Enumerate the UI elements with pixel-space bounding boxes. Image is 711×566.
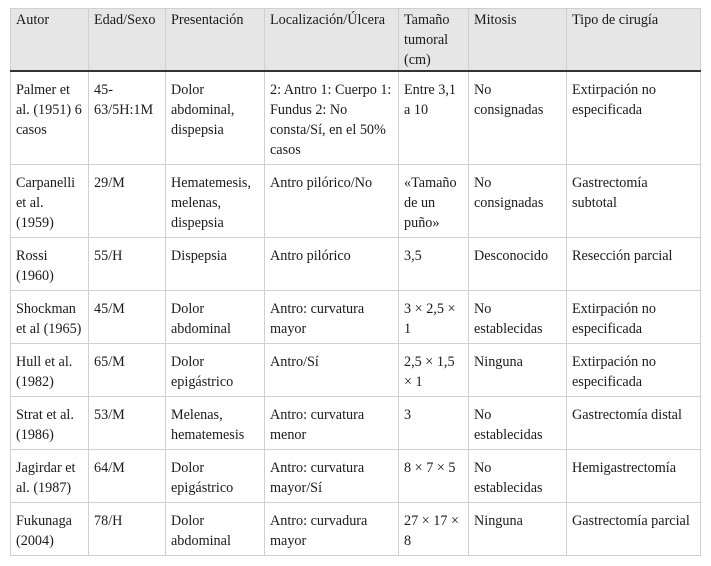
- table-row: [11, 291, 701, 344]
- cell-tamano: 3,5: [399, 238, 469, 291]
- header-cell-tamano: Tamaño tumoral (cm): [399, 9, 469, 72]
- cell-presentacion: Dispepsia: [166, 238, 265, 291]
- cell-mitosis: No establecidas: [469, 397, 567, 450]
- cell-localizacion: Antro: curvatura mayor: [265, 291, 399, 344]
- cell-cirugia: Resección parcial: [567, 238, 701, 291]
- cell-edad-sexo: 45-63/5H:1M: [89, 71, 166, 165]
- cell-edad-sexo: 64/M: [89, 450, 166, 503]
- cell-mitosis: No consignadas: [469, 71, 567, 165]
- cell-cirugia: Hemigastrectomía: [567, 450, 701, 503]
- table-row: [11, 165, 701, 238]
- header-cell-mitosis: Mitosis: [469, 9, 567, 72]
- cell-cirugia: Gastrectomía distal: [567, 397, 701, 450]
- table-header: [11, 9, 701, 72]
- cell-localizacion: Antro: curvatura menor: [265, 397, 399, 450]
- cell-mitosis: No establecidas: [469, 450, 567, 503]
- cell-presentacion: Dolor epigástrico: [166, 450, 265, 503]
- cell-presentacion: Dolor abdominal, dispepsia: [166, 71, 265, 165]
- cell-mitosis: Desconocido: [469, 238, 567, 291]
- cell-edad-sexo: 53/M: [89, 397, 166, 450]
- cell-localizacion: 2: Antro 1: Cuerpo 1: Fundus 2: No consta/Sí, en el 50% casos: [265, 71, 399, 165]
- case-table: [10, 8, 701, 556]
- header-cell-cirugia: Tipo de cirugía: [567, 9, 701, 72]
- cell-mitosis: No consignadas: [469, 165, 567, 238]
- cell-cirugia: Extirpación no especificada: [567, 344, 701, 397]
- table-row: [11, 397, 701, 450]
- cell-edad-sexo: 55/H: [89, 238, 166, 291]
- header-cell-autor: Autor: [11, 9, 89, 72]
- cell-localizacion: Antro: curvadura mayor: [265, 503, 399, 556]
- cell-autor: Carpanelli et al. (1959): [11, 165, 89, 238]
- table-body: [11, 71, 701, 556]
- cell-presentacion: Dolor epigástrico: [166, 344, 265, 397]
- table-row: [11, 344, 701, 397]
- header-cell-presentacion: Presentación: [166, 9, 265, 72]
- table-row: [11, 71, 701, 165]
- cell-autor: Fukunaga (2004): [11, 503, 89, 556]
- cell-presentacion: Melenas, hematemesis: [166, 397, 265, 450]
- cell-edad-sexo: 65/M: [89, 344, 166, 397]
- cell-mitosis: Ninguna: [469, 503, 567, 556]
- table-row: [11, 503, 701, 556]
- cell-autor: Strat et al. (1986): [11, 397, 89, 450]
- cell-tamano: 3 × 2,5 × 1: [399, 291, 469, 344]
- cell-edad-sexo: 45/M: [89, 291, 166, 344]
- cell-cirugia: Gastrectomía subtotal: [567, 165, 701, 238]
- cell-edad-sexo: 29/M: [89, 165, 166, 238]
- table-row: [11, 238, 701, 291]
- cell-presentacion: Dolor abdominal: [166, 291, 265, 344]
- cell-autor: Jagirdar et al. (1987): [11, 450, 89, 503]
- cell-tamano: «Tamaño de un puño»: [399, 165, 469, 238]
- cell-tamano: Entre 3,1 a 10: [399, 71, 469, 165]
- cell-mitosis: Ninguna: [469, 344, 567, 397]
- cell-presentacion: Dolor abdominal: [166, 503, 265, 556]
- cell-tamano: 8 × 7 × 5: [399, 450, 469, 503]
- cell-localizacion: Antro pilórico/No: [265, 165, 399, 238]
- cell-mitosis: No establecidas: [469, 291, 567, 344]
- header-cell-edad-sexo: Edad/Sexo: [89, 9, 166, 72]
- table-container: [10, 8, 700, 556]
- cell-tamano: 3: [399, 397, 469, 450]
- cell-tamano: 2,5 × 1,5 × 1: [399, 344, 469, 397]
- cell-localizacion: Antro/Sí: [265, 344, 399, 397]
- cell-tamano: 27 × 17 × 8: [399, 503, 469, 556]
- header-row: [11, 9, 701, 72]
- cell-autor: Rossi (1960): [11, 238, 89, 291]
- cell-edad-sexo: 78/H: [89, 503, 166, 556]
- cell-localizacion: Antro: curvatura mayor/Sí: [265, 450, 399, 503]
- cell-cirugia: Extirpación no especificada: [567, 71, 701, 165]
- table-row: [11, 450, 701, 503]
- cell-autor: Palmer et al. (1951) 6 casos: [11, 71, 89, 165]
- cell-autor: Shockman et al (1965): [11, 291, 89, 344]
- header-cell-localizacion: Localización/Úlcera: [265, 9, 399, 72]
- cell-presentacion: Hematemesis, melenas, dispepsia: [166, 165, 265, 238]
- cell-autor: Hull et al. (1982): [11, 344, 89, 397]
- cell-cirugia: Extirpación no especificada: [567, 291, 701, 344]
- cell-cirugia: Gastrectomía parcial: [567, 503, 701, 556]
- cell-localizacion: Antro pilórico: [265, 238, 399, 291]
